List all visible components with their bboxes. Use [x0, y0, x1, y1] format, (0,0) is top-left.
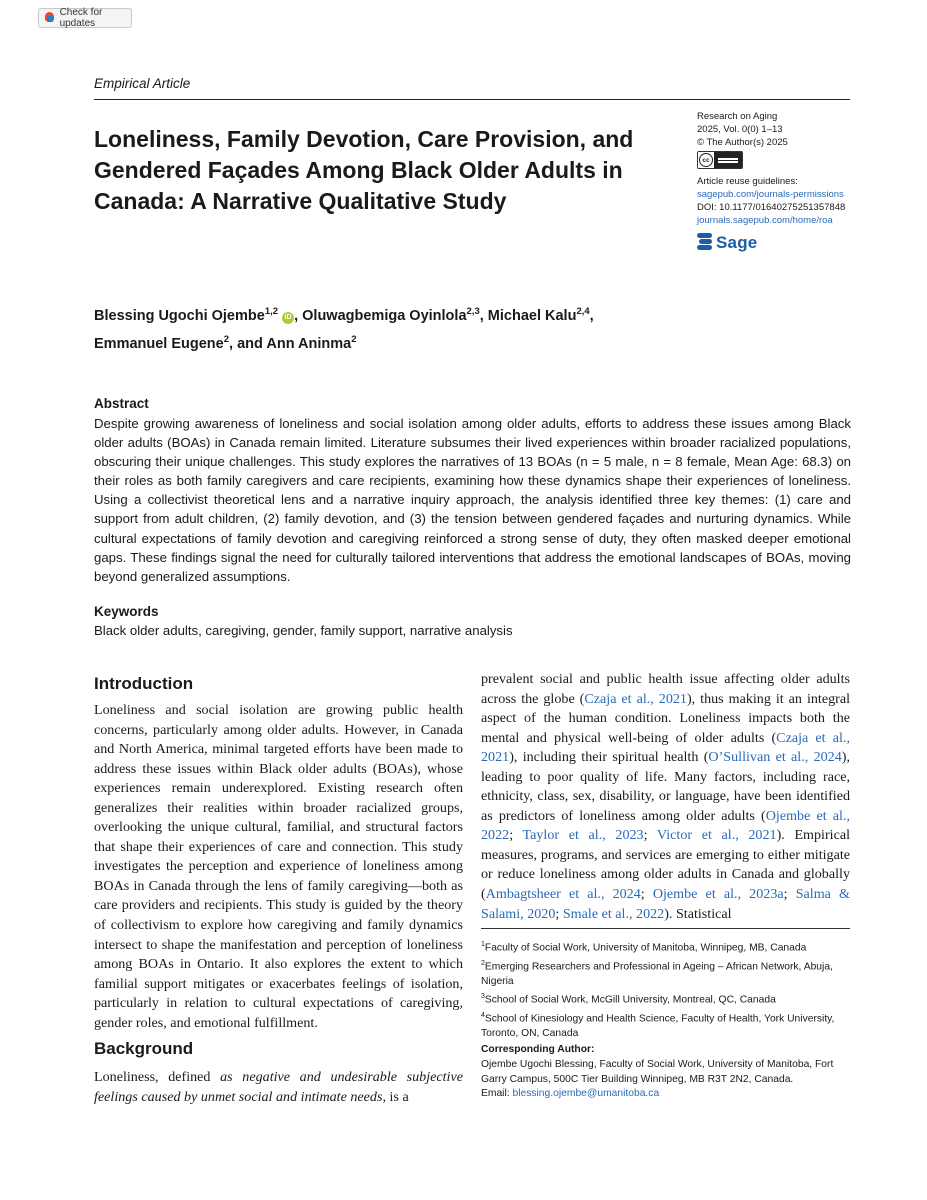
author-name: Emmanuel Eugene — [94, 335, 224, 352]
citation-link[interactable]: Czaja et al., 2021 — [481, 729, 850, 766]
background-text — [94, 1068, 463, 1107]
citation-link[interactable]: Taylor et al., 2023 — [522, 827, 644, 844]
corresponding-author-heading: Corresponding Author: — [481, 1044, 595, 1055]
footnote-number: 3 — [481, 993, 485, 1001]
body-text: ). Statistical — [664, 905, 732, 922]
journal-copyright: © The Author(s) 2025 — [697, 137, 788, 148]
check-for-updates-label: Check for updates — [59, 7, 103, 29]
body-text: ), leading to poor quality of life. Many factors, including race, ethnicity, class, sex, disability, or language, have been identified as predictors of loneliness among older adults ( — [481, 749, 850, 824]
journal-home-link[interactable]: journals.sagepub.com/home/roa — [697, 215, 833, 226]
author-affiliation: 2 — [351, 333, 357, 345]
orcid-icon[interactable]: iD — [282, 312, 294, 324]
body-text: ; — [643, 827, 657, 844]
footnote-divider — [481, 928, 850, 929]
author-name: Ann Aninma — [266, 335, 352, 352]
footnote — [481, 938, 850, 956]
cc-license-badge[interactable] — [697, 151, 743, 169]
citation-link[interactable]: Salma & Salami, 2020 — [481, 886, 850, 922]
introduction-text: Loneliness and social isolation are growing public health concerns, particularly among older adults. However, in Canada and North America, minimal targeted efforts have been made to address these issues within Black older adults (BOAs), whose experiences remain underexplored. Existing research often generalizes their realities within broader racialized groups, overlooking the unique cultural, familial, and structural factors that shape their experiences of care and connection. This study investigates the perception and experience of loneliness among BOAs in Canada through the lens of family caregiving—both as care providers and recipients. This study is guided by the theory of collectivism to explore how caregiving and family dynamics intersect to shape the manifestation and perception of loneliness among BOAs in Ontario. It also explores the extent to which familial support mitigates or exacerbates feelings of isolation, particularly in relation to cultural expectations of caregiving, gender roles, and emotional fulfillment. — [94, 702, 463, 1031]
sage-logo-text: Sage — [716, 232, 758, 252]
citation-link[interactable]: Ojembe et al., 2022 — [481, 807, 850, 844]
citation-link[interactable]: Smale et al., 2022 — [562, 905, 665, 922]
body-text: ), including their spiritual health ( — [509, 749, 709, 766]
footnote-number: 4 — [481, 1011, 485, 1019]
introduction-heading: Introduction — [94, 674, 194, 693]
footnote — [481, 957, 850, 989]
body-text: ). Empirical measures, programs, and services are emerging to either mitigate or reduce loneliness among older adults in Canada and globally ( — [481, 827, 851, 903]
cc-icon: cc — [698, 152, 714, 168]
reuse-label: Article reuse guidelines: — [697, 176, 798, 187]
abstract-text: Despite growing awareness of loneliness and social isolation among older adults, efforts to address these issues among Black older adults (BOAs) in Canada remain limited. Literature subsumes their lived experiences within broader racialized populations, obscuring their unique challenges. This study explores the narratives of 13 BOAs (n = 5 male, n = 8 female, Mean Age: 68.3) on their roles as both family caregivers and care recipients, examining how these dynamics shape their experiences of loneliness. Using a collectivist theoretical lens and a narrative inquiry approach, the analysis identified three key themes: (1) care and support from adult children, (2) family devotion, and (3) the tension between gendered façades and nurturing dynamics. While cultural expectations of family devotion and caregiving reinforced a strong sense of duty, they often masked deeper emotional gaps. These findings signal the need for culturally tailored interventions that address the emotional landscapes of BOAs, moving beyond generalized assumptions. — [94, 416, 851, 584]
keywords-heading: Keywords — [94, 604, 159, 619]
reuse-link[interactable]: sagepub.com/journals-permissions — [697, 189, 844, 200]
sage-logo-icon — [697, 233, 712, 251]
footnote — [481, 1009, 850, 1041]
citation-link[interactable]: O’Sullivan et al., 2024 — [708, 749, 842, 766]
citation-link[interactable]: Victor et al., 2021 — [656, 827, 777, 844]
journal-info — [697, 110, 867, 251]
article-title: Loneliness, Family Devotion, Care Provision, and Gendered Façades Among Black Older Adults in Canada: A Narrative Qualitative Study — [94, 126, 634, 214]
corresponding-author-text — [481, 1058, 850, 1102]
affiliation-footnotes — [481, 938, 850, 1042]
sage-logo — [697, 233, 867, 251]
body-text: ; — [783, 886, 796, 903]
footnote-text: Emerging Researchers and Professional in Ageing – African Network, Abuja, Nigeria — [481, 961, 833, 987]
abstract-heading: Abstract — [94, 396, 149, 411]
email-link[interactable]: blessing.ojembe@umanitoba.ca — [512, 1088, 660, 1100]
background-lead: Loneliness, defined — [94, 1069, 211, 1085]
citation-link[interactable]: Czaja et al., 2021 — [584, 690, 687, 707]
footnote-number: 2 — [481, 959, 485, 967]
author-name: Michael Kalu — [487, 307, 577, 324]
background-definition: as negative and undesirable subjective feelings caused by unmet social and intimate needs, — [94, 1069, 463, 1105]
footnote-text: Faculty of Social Work, University of Manitoba, Winnipeg, MB, Canada — [484, 942, 807, 954]
footnote-text: School of Kinesiology and Health Science, Faculty of Health, York University, Toronto, ON, Canada — [481, 1013, 835, 1039]
right-column-text — [481, 670, 850, 924]
by-nc-icon — [714, 152, 742, 168]
corresponding-author-address: Ojembe Ugochi Blessing, Faculty of Social Work, University of Manitoba, Fort Garry Campus, 500C Tier Building Winnipeg, MB R3T 2N2, Canada. — [481, 1059, 834, 1085]
article-type: Empirical Article — [94, 76, 191, 91]
doi: DOI: 10.1177/01640275251357848 — [697, 202, 846, 213]
footnote — [481, 990, 850, 1008]
author-affiliation: 1,2 — [264, 306, 279, 317]
citation-link[interactable]: Ojembe et al., 2023a — [652, 886, 784, 903]
author-affiliation: 2 — [223, 333, 230, 345]
journal-name: Research on Aging — [697, 111, 778, 122]
citation-link[interactable]: Ambagtsheer et al., 2024 — [485, 886, 641, 903]
body-text: ; — [640, 886, 653, 903]
check-for-updates-button[interactable] — [38, 8, 132, 28]
body-text: ; — [555, 905, 563, 922]
check-for-updates-icon — [44, 12, 55, 24]
header-divider — [94, 99, 850, 100]
author-name: Blessing Ugochi Ojembe — [94, 307, 265, 324]
author-affiliation: 2,4 — [576, 306, 590, 317]
email-label: Email: — [481, 1088, 510, 1100]
author-list: Blessing Ugochi Ojembe$^{1,2}$ iD , Oluwagbemiga Oyinlola$^{2,3}$, Michael Kalu$^{2,4}$, Emmanuel Eugene$^2$, and Ann Aninma$^2$ — [94, 306, 594, 352]
body-text: ; — [509, 827, 523, 844]
journal-issue: 2025, Vol. 0(0) 1–13 — [697, 124, 783, 135]
body-text: ), thus making it an integral aspect of the human condition. Loneliness impacts both the mental and physical well-being of older adults ( — [481, 690, 851, 746]
background-tail: is a — [389, 1088, 409, 1105]
body-text: prevalent social and public health issue affecting older adults across the globe ( — [481, 671, 850, 707]
background-heading: Background — [94, 1039, 194, 1058]
keywords-text: Black older adults, caregiving, gender, family support, narrative analysis — [94, 623, 513, 638]
footnote-text: School of Social Work, McGill University, Montreal, QC, Canada — [484, 994, 776, 1006]
author-name: Oluwagbemiga Oyinlola — [302, 307, 467, 324]
author-affiliation: 2,3 — [466, 306, 480, 317]
footnote-number: 1 — [481, 941, 485, 948]
